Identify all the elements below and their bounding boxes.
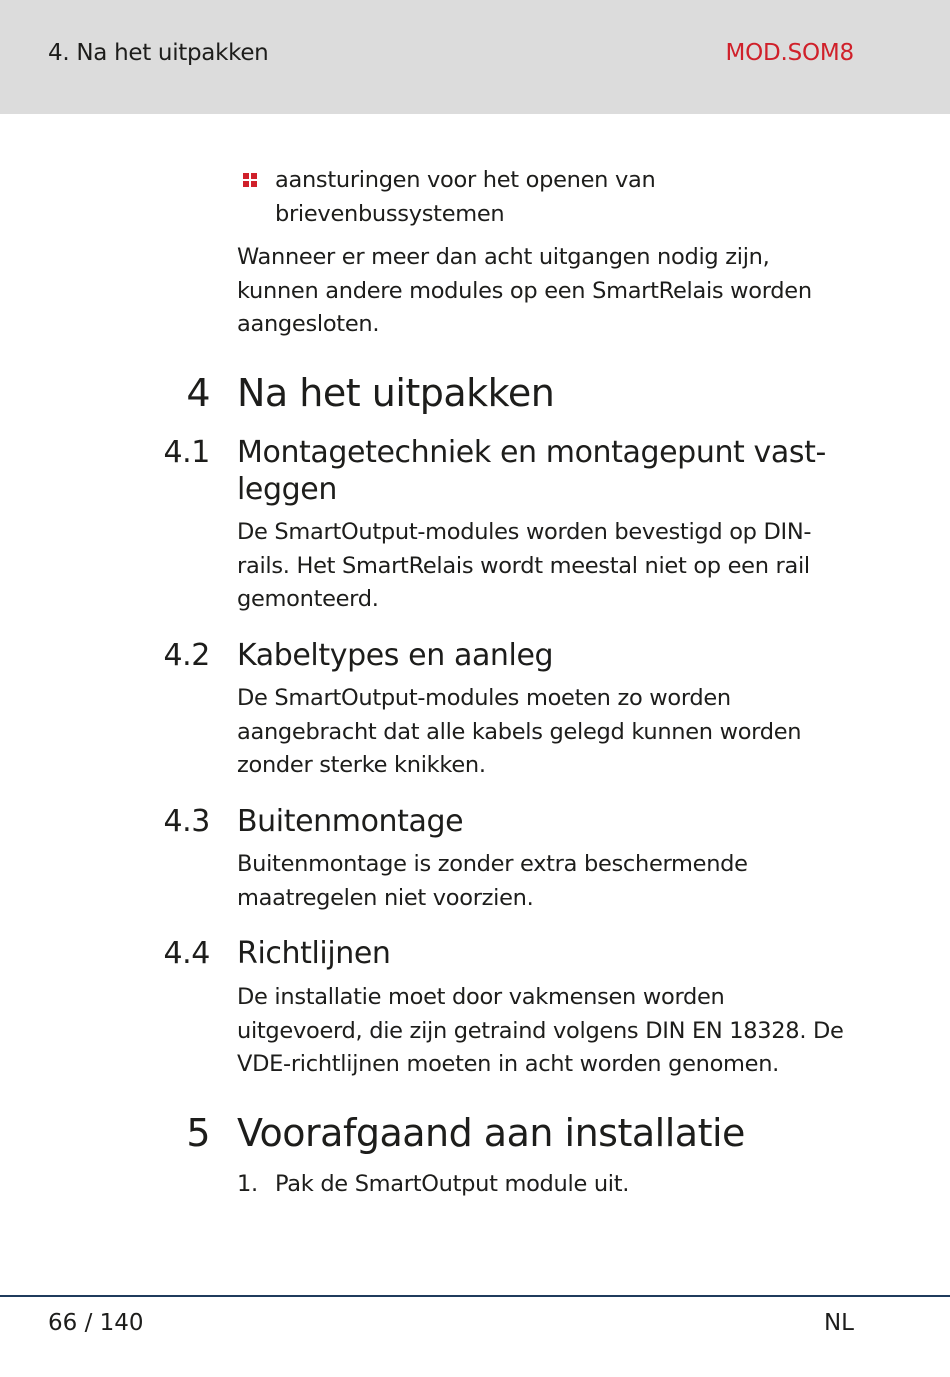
chapter-4-number: 4 bbox=[186, 371, 210, 415]
header-section-title: 4. Na het uitpakken bbox=[48, 40, 269, 66]
chapter-4-title: Na het uitpakken bbox=[237, 371, 555, 415]
bullet-icon bbox=[243, 173, 259, 189]
section-4-3-text: Buitenmontage is zonder extra beschermende maatregelen niet voorzien. bbox=[237, 851, 748, 911]
language-code: NL bbox=[823, 1310, 854, 1336]
section-4-1-text: De SmartOutput-modules worden bevestigd op DIN-rails. Het SmartRelais wordt meestal niet op een rail gemonteerd. bbox=[237, 519, 812, 612]
section-4-2-title: Kabeltypes en aanleg bbox=[237, 638, 554, 673]
section-4-3-number: 4.3 bbox=[163, 804, 210, 839]
section-4-4-number: 4.4 bbox=[163, 936, 210, 971]
step-1-text: Pak de SmartOutput module uit. bbox=[275, 1171, 630, 1197]
bullet-item-text: aansturingen voor het openen van brievenbussystemen bbox=[275, 167, 656, 227]
section-4-4-title: Richtlijnen bbox=[237, 936, 391, 971]
intro-paragraph: Wanneer er meer dan acht uitgangen nodig zijn, kunnen andere modules op een SmartRelais worden aangesloten. bbox=[237, 244, 812, 337]
section-4-2-number: 4.2 bbox=[163, 638, 210, 673]
chapter-5-title: Voorafgaand aan installatie bbox=[237, 1111, 745, 1155]
section-4-2-text: De SmartOutput-modules moeten zo worden aangebracht dat alle kabels gelegd kunnen worden zonder sterke knikken. bbox=[237, 685, 802, 778]
page-number: 66 / 140 bbox=[48, 1310, 144, 1336]
section-4-1-title: Montagetechniek en montagepunt vast-leggen bbox=[237, 435, 826, 507]
section-4-1-number: 4.1 bbox=[163, 435, 210, 470]
step-1-number: 1. bbox=[237, 1171, 258, 1197]
section-4-4-text: De installatie moet door vakmensen worden uitgevoerd, die zijn getraind volgens DIN EN 18328. De VDE-richtlijnen moeten in acht worden genomen. bbox=[237, 984, 844, 1077]
header-product-name: MOD.SOM8 bbox=[725, 40, 854, 66]
footer-rule bbox=[0, 1295, 950, 1297]
section-4-3-title: Buitenmontage bbox=[237, 804, 464, 839]
page-header bbox=[0, 0, 950, 114]
chapter-5-number: 5 bbox=[186, 1111, 210, 1155]
